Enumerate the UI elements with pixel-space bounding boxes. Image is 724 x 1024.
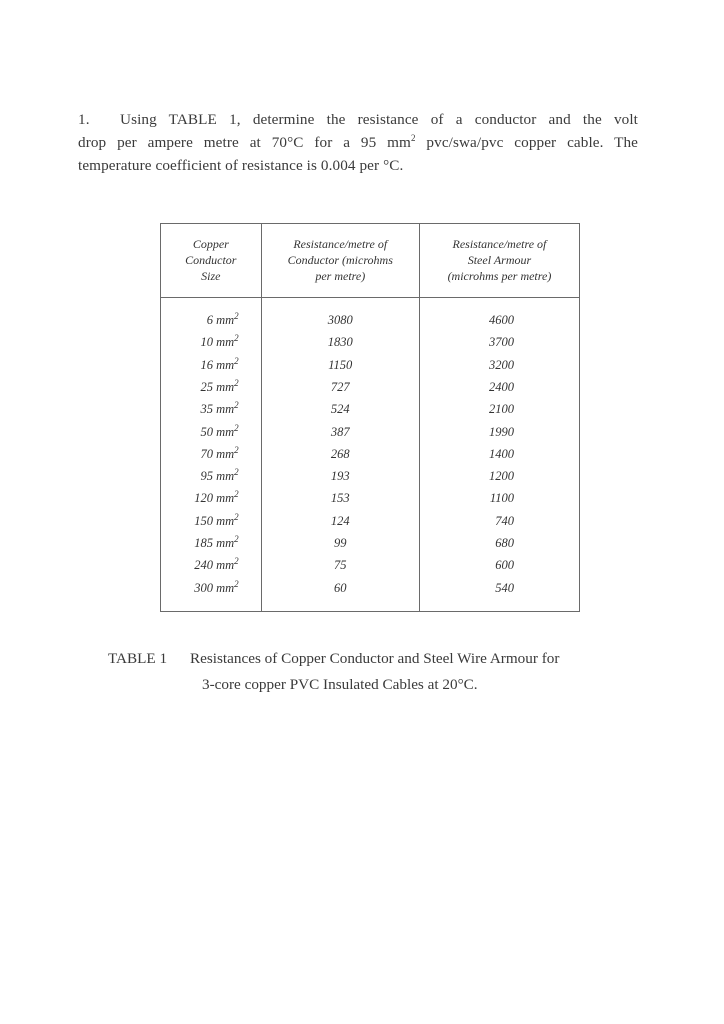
cell-conductor-resistance: 3080: [261, 298, 419, 332]
cell-conductor-size: [161, 354, 262, 376]
header-conductor-resistance: [261, 224, 419, 298]
size-value: 6: [206, 313, 213, 327]
cell-conductor-resistance: 124: [261, 510, 419, 532]
size-unit: mm: [216, 402, 235, 417]
size-unit-sup: 2: [234, 556, 239, 567]
question-line-2-pre: drop per ampere metre at 70°C for a 95 mm: [78, 134, 411, 151]
size-unit: mm: [216, 446, 235, 461]
size-unit: mm: [216, 513, 235, 528]
header-size-line: Conductor: [185, 253, 237, 267]
header-armour-line: Steel Armour: [467, 253, 532, 267]
question-line-1-text: Using TABLE 1, determine the resistance of a conductor and the volt: [120, 111, 638, 128]
question-line-1: [78, 108, 638, 131]
cell-conductor-resistance: 1830: [261, 331, 419, 353]
cell-armour-resistance: 540: [419, 577, 579, 612]
cell-conductor-resistance: 524: [261, 398, 419, 420]
table-row: [161, 532, 580, 554]
size-value: 120: [194, 491, 213, 506]
size-value: 95: [200, 469, 213, 484]
cell-conductor-size: [161, 554, 262, 576]
cell-conductor-resistance: 1150: [261, 354, 419, 376]
size-unit: mm: [216, 491, 235, 506]
question-line-2-sup: 2: [410, 132, 416, 143]
table-row: [161, 298, 580, 332]
caption-label: TABLE 1: [108, 650, 168, 667]
question-line-2-post: pvc/swa/pvc copper cable. The: [415, 134, 638, 151]
size-unit: mm: [216, 424, 235, 439]
question-number: 1.: [78, 111, 90, 128]
cell-armour-resistance: 1990: [419, 421, 579, 443]
header-conductor-size: [161, 224, 262, 298]
table-row: [161, 421, 580, 443]
caption-text: [190, 646, 630, 698]
cell-armour-resistance: 1400: [419, 443, 579, 465]
table-row: [161, 443, 580, 465]
cell-conductor-size: [161, 421, 262, 443]
size-unit-sup: 2: [234, 377, 239, 388]
size-unit-sup: 2: [234, 333, 239, 344]
cell-conductor-size: [161, 465, 262, 487]
cell-conductor-size: [161, 487, 262, 509]
resistance-table: [160, 223, 580, 612]
header-armour-line: Resistance/metre of: [452, 237, 547, 251]
size-value: 16: [200, 357, 213, 372]
cell-conductor-size: [161, 298, 262, 332]
size-unit-sup: 2: [234, 400, 239, 411]
size-unit: mm: [216, 357, 235, 372]
cell-armour-resistance: 600: [419, 554, 579, 576]
header-armour-resistance: [419, 224, 579, 298]
size-unit: mm: [216, 535, 235, 550]
table-row: [161, 487, 580, 509]
question-text: [78, 108, 638, 177]
cell-conductor-resistance: 99: [261, 532, 419, 554]
table-body: [161, 298, 580, 612]
header-conductor-line: Resistance/metre of: [293, 237, 388, 251]
size-value: 185: [194, 535, 213, 550]
size-value: 240: [194, 558, 213, 573]
table-row: [161, 376, 580, 398]
cell-armour-resistance: 3700: [419, 331, 579, 353]
table-row: [161, 398, 580, 420]
size-unit: mm: [216, 469, 235, 484]
question-line-3: temperature coefficient of resistance is 0.004 per °C.: [78, 157, 404, 174]
header-conductor-line: Conductor (microhms: [287, 253, 393, 267]
table-row: [161, 465, 580, 487]
cell-conductor-size: [161, 577, 262, 612]
size-unit: mm: [216, 558, 235, 573]
size-unit: mm: [216, 580, 235, 595]
size-unit-sup: 2: [234, 422, 239, 433]
size-unit: mm: [216, 313, 235, 327]
size-unit: mm: [216, 379, 235, 394]
cell-conductor-resistance: 268: [261, 443, 419, 465]
cell-conductor-resistance: 193: [261, 465, 419, 487]
size-value: 70: [200, 446, 213, 461]
cell-armour-resistance: 3200: [419, 354, 579, 376]
size-unit: mm: [216, 335, 235, 350]
cell-armour-resistance: 4600: [419, 298, 579, 332]
size-unit-sup: 2: [234, 355, 239, 366]
size-unit-sup: 2: [234, 310, 239, 321]
cell-conductor-size: [161, 331, 262, 353]
header-size-line: Copper: [192, 237, 229, 251]
caption-line-1: Resistances of Copper Conductor and Steel Wire Armour for: [190, 650, 560, 667]
header-size-line: Size: [201, 269, 221, 283]
cell-conductor-resistance: 387: [261, 421, 419, 443]
size-unit-sup: 2: [234, 444, 239, 455]
cell-armour-resistance: 680: [419, 532, 579, 554]
caption-line-2: 3-core copper PVC Insulated Cables at 20°C.: [202, 676, 478, 693]
table-header-row: [161, 224, 580, 298]
size-unit-sup: 2: [234, 533, 239, 544]
cell-armour-resistance: 2100: [419, 398, 579, 420]
cell-conductor-resistance: 727: [261, 376, 419, 398]
table-row: [161, 577, 580, 612]
size-unit-sup: 2: [234, 489, 239, 500]
size-value: 50: [200, 424, 213, 439]
size-value: 25: [200, 379, 213, 394]
size-value: 300: [194, 580, 213, 595]
cell-armour-resistance: 2400: [419, 376, 579, 398]
cell-armour-resistance: 1100: [419, 487, 579, 509]
table-row: [161, 510, 580, 532]
header-armour-line: (microhms per metre): [447, 269, 552, 283]
cell-conductor-size: [161, 532, 262, 554]
size-unit-sup: 2: [234, 466, 239, 477]
cell-conductor-size: [161, 510, 262, 532]
cell-conductor-size: [161, 376, 262, 398]
cell-armour-resistance: 740: [419, 510, 579, 532]
cell-conductor-resistance: 60: [261, 577, 419, 612]
size-unit-sup: 2: [234, 511, 239, 522]
size-value: 150: [194, 513, 213, 528]
table-row: [161, 331, 580, 353]
table-row: [161, 354, 580, 376]
cell-armour-resistance: 1200: [419, 465, 579, 487]
size-unit-sup: 2: [234, 578, 239, 589]
header-conductor-line: per metre): [315, 269, 366, 283]
table-row: [161, 554, 580, 576]
cell-conductor-resistance: 153: [261, 487, 419, 509]
cell-conductor-size: [161, 398, 262, 420]
size-value: 10: [200, 335, 213, 350]
size-value: 35: [200, 402, 213, 417]
question-line-2: [78, 131, 638, 154]
cell-conductor-resistance: 75: [261, 554, 419, 576]
cell-conductor-size: [161, 443, 262, 465]
